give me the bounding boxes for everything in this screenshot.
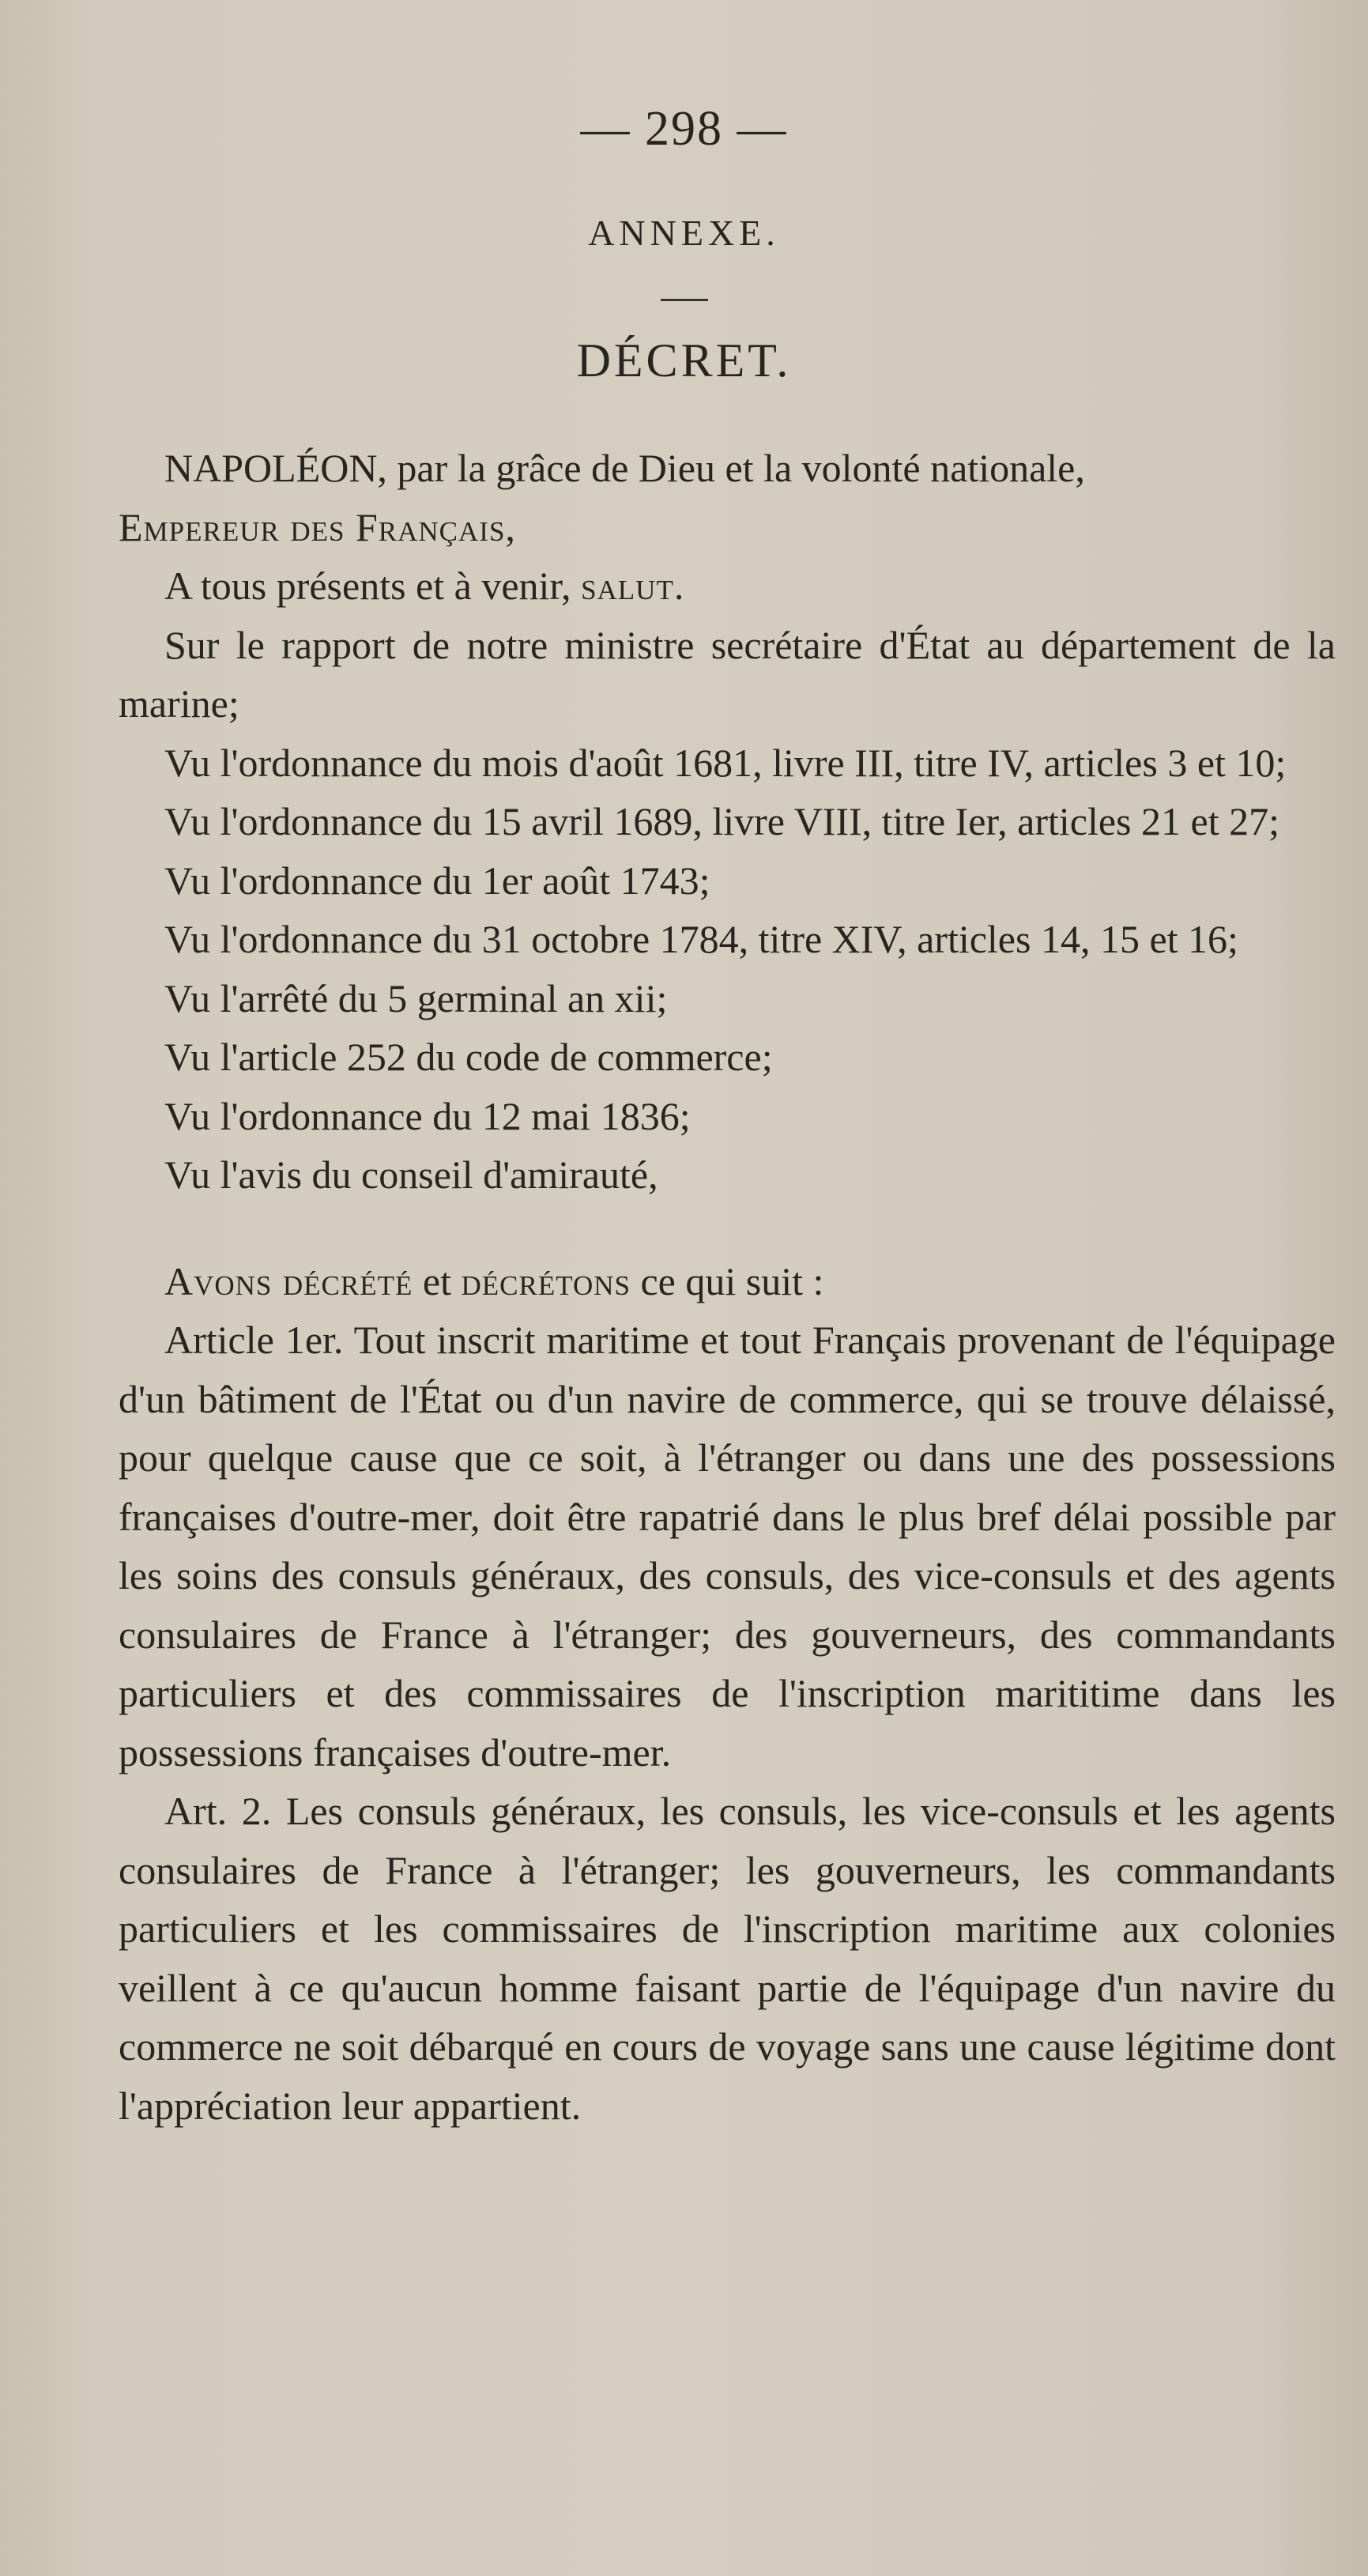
section-heading: ANNEXE. [588,213,780,253]
intro-emperor [119,498,1336,557]
decree-formula [119,1252,1336,1311]
separator-rule [661,299,708,301]
considerant-1: Sur le rapport de notre ministre secrétaire d'État au département de la marine; [119,622,1336,726]
decree-body [119,439,1336,2135]
page-number: — 298 — [580,102,788,156]
decretons: décrétons [461,1258,631,1303]
page-title: DÉCRET. [576,334,792,387]
considerant-7: Vu l'article 252 du code de commerce; [164,1035,773,1079]
spacer [119,1205,1336,1252]
emperor-title: Empereur des Français, [119,504,516,549]
formula-rest: ce qui suit : [630,1258,824,1303]
article-1: Article 1er. Tout inscrit maritime et tout Français provenant de l'équipage d'un bâtiment de l'État ou d'un navire de commerce, qui se trouve délaissé, pour quelque cause que ce soit, à l'étranger ou dans une des possessions françaises d'outre-mer, doit être rapatrié dans le plus bref délai possible par les soins des consuls généraux, des consuls, des vice-consuls et des agents consulaires de France à l'étranger; des gouverneurs, des commandants particuliers et des commissaires de l'inscription marititime dans les possessions françaises d'outre-mer. [119,1318,1336,1775]
intro-napoleon: NAPOLÉON, par la grâce de Dieu et la volonté nationale, [164,446,1085,490]
considerant-4: Vu l'ordonnance du 1er août 1743; [164,858,710,903]
considerant-8: Vu l'ordonnance du 12 mai 1836; [164,1093,691,1138]
avons-decrete: Avons décrété [164,1258,413,1303]
considerant-9: Vu l'avis du conseil d'amirauté, [164,1152,658,1197]
article-2: Art. 2. Les consuls généraux, les consuls, les vice-consuls et les agents consulaires de France à l'étranger; les gouverneurs, les commandants particuliers et les commissaires de l'inscription maritime aux colonies veillent à ce qu'aucun homme faisant partie de l'équipage d'un navire du commerce ne soit débarqué en cours de voyage sans une cause légitime dont l'appréciation leur appartient. [119,1789,1336,2128]
intro-salut [119,556,1336,616]
considerant-6: Vu l'arrêté du 5 germinal an xii; [164,975,668,1020]
considerant-3: Vu l'ordonnance du 15 avril 1689, livre VIII, titre Ier, articles 21 et 27; [164,799,1279,843]
salut-word: salut. [581,564,685,608]
formula-et: et [413,1258,462,1303]
considerant-5: Vu l'ordonnance du 31 octobre 1784, titre XIV, articles 14, 15 et 16; [164,917,1238,961]
considerant-2: Vu l'ordonnance du mois d'août 1681, livre III, titre IV, articles 3 et 10; [164,740,1287,785]
salut-text: A tous présents et à venir, [164,564,582,608]
